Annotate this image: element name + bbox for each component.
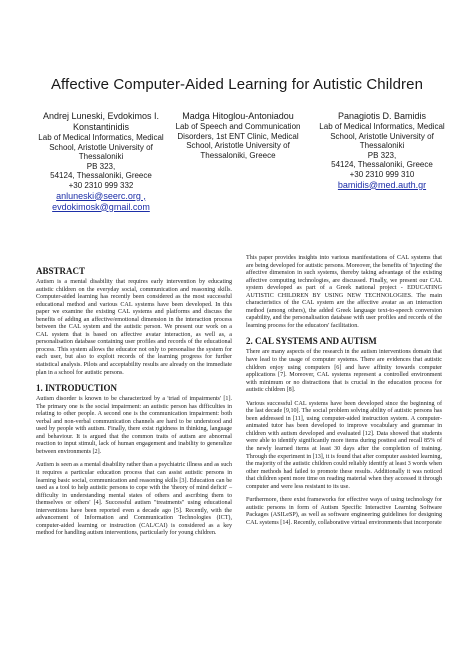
author-block-2 bbox=[172, 111, 304, 160]
author-affiliation: School, Aristotle University of bbox=[186, 141, 290, 151]
abstract-paragraph: Autism is a mental disability that requires early intervention by educating autistic children on the everyday social, communication and reasoning skills. Computer-aided learning has recently been considered as the most successful educational method and various CAL systems have been developed. In this paper we examine the existing CAL systems and platforms and discuss the benefits of adding an affective/emotional dimension in the interaction process between the CAL system and the autistic person. We present our work on a CAL system that is based on affective avatar interaction, as well as, a personalisation database containing user profiles and records of the educational process. This system allows the educator not only to personalise the system for each user, but also to exploit records of the learning progress for further statistical analysis. Pilots and acceptability results are already on the immediate plan in a school for autistic persons. bbox=[36, 279, 232, 376]
left-column bbox=[36, 266, 232, 544]
author-phone: +30 2310 999 332 bbox=[68, 180, 134, 190]
author-affiliation: Disorders, 1st ENT Clinic, Medical bbox=[177, 131, 299, 141]
author-affiliation: Lab of Medical Informatics, Medical bbox=[38, 133, 164, 142]
author-block-3 bbox=[314, 111, 450, 191]
author-affiliation: School, Aristotle University of bbox=[49, 142, 153, 152]
body-paragraph: Autism disorder is known to be characterized by a 'triad of impairments' [1]. The primary one is the social impairment: an autistic person has difficulties in relating to other people. A second one is the communication impairment: both verbal and non-verbal communication channels are hard to be understood and used by people with autism. Finally, there exist rigidness in thinking, language and behaviour. It is argued that the common traits of autism are abnormal reaction to input stimuli, lack of human engagement and inability to generalize between environments [2]. bbox=[36, 396, 232, 455]
author-name: Panagiotis D. Bamidis bbox=[337, 111, 427, 121]
body-paragraph: Various successful CAL systems have been developed since the beginning of the last decade [9,10]. The social problem solving ability of autistic persons has been addressed in [11], using computer-aided instruction system. A computer-animated tutor has been developed to improve vocabulary and grammar in children with autism developed and evaluated [12]. Data showed that students were able to identify significantly more items during posttest and recall 85% of the newly learned items at least 30 days after the completion of training. Through the experiment in [13], it is found that after computer assisted learning, the majority of the autistic children could reliably identify at least 3 words when other methods had failed to promote these results. Additionally it was noticed that children spent more time on reading material when they accessed it through computer and were less resistant to its use. bbox=[246, 400, 442, 490]
body-paragraph: Autism is seen as a mental disability rather than a psychiatric illness and as such it requires a particular education process that can assist autistic persons in learning basic social, communication and reasoning skills [3]. Education can be used as a tool to help autistic persons to cope with the 'theory of mind deficit' – difficulty in understanding mental states of others and ascribing them to themselves or others' [4]. Successful autism "treatments" using educational interventions have been reported even a decade ago [5]. Recently, with the advancement of Information and Communication Technologies (ICT), computer-aided learning or instruction (CAL/CAI) is considered as a key method for handling autism interventions, particularly for young children. bbox=[36, 462, 232, 537]
author-affiliation: Lab of Speech and Communication bbox=[175, 122, 301, 131]
author-email-link[interactable]: bamidis@med.auth.gr bbox=[337, 179, 427, 190]
body-paragraph: There are many aspects of the research in the autism interventions domain that have lead to the usage of computer systems. There are evidences that autistic children enjoy using computers [6] and have affinity towards computer applications [7]. Moreover, CAL systems represent a controlled environment with minimum or no distractions that is crucial in the education process for autistic children [8]. bbox=[246, 349, 442, 394]
author-affiliation: Thessaloniki, Greece bbox=[200, 150, 276, 160]
introduction-heading: 1. INTRODUCTION bbox=[36, 383, 118, 394]
author-affiliation: PB 323, bbox=[86, 161, 116, 171]
author-affiliation: 54124, Thessaloniki, Greece bbox=[50, 171, 152, 181]
author-affiliation: Thessaloniki bbox=[359, 141, 405, 151]
section-2-heading: 2. CAL SYSTEMS AND AUTISM bbox=[246, 336, 377, 347]
author-name: Konstantinidis bbox=[72, 122, 130, 132]
author-affiliation: PB 323, bbox=[367, 150, 397, 160]
right-column bbox=[246, 255, 442, 534]
author-email-link[interactable]: evdokimosk@gmail.com bbox=[52, 201, 150, 212]
author-affiliation: Lab of Medical Informatics, Medical bbox=[319, 122, 445, 131]
author-affiliation: 54124, Thessaloniki, Greece bbox=[331, 160, 433, 170]
author-name: Andrej Luneski, Evdokimos I. bbox=[42, 111, 160, 121]
author-email-link[interactable]: anluneski@seerc.org , bbox=[56, 190, 146, 201]
author-affiliation: Thessaloniki bbox=[78, 152, 124, 162]
paper-title: Affective Computer-Aided Learning for Autistic Children bbox=[50, 76, 424, 93]
author-affiliation: School, Aristotle University of bbox=[330, 131, 434, 141]
abstract-heading: ABSTRACT bbox=[36, 266, 86, 276]
body-paragraph: Furthermore, there exist frameworks for effective ways of using technology for autistic persons in form of Autism Specific Interactive Learning Software Packages (ASILeSP), as well as software engineering guidelines for designing CAL systems [14]. Recently, collaborative virtual environments that incorporate bbox=[246, 497, 442, 526]
author-name: Madga Hitoglou-Antoniadou bbox=[182, 111, 294, 121]
author-block-1 bbox=[30, 111, 172, 213]
body-paragraph: This paper provides insights into various manifestations of CAL systems that are being developed for autistic persons. Moreover, the benefits of 'injecting' the affective dimension in such systems, thereby taking advantage of the existing affective computing technologies, are discussed. Finally, we present our CAL system developed as part of a Greek national project - EDUCATING AUTISTIC CHILDREN BY USING NEW TECHNOLOGIES. The main characteristics of the CAL system are the affective avatar as an interaction method (among others), the added Greek language text-to-speech conversion capability, and the personalisation database with user profiles and records of the learning process for the educators' facilitation. bbox=[246, 255, 442, 329]
author-phone: +30 2310 999 310 bbox=[349, 169, 415, 179]
